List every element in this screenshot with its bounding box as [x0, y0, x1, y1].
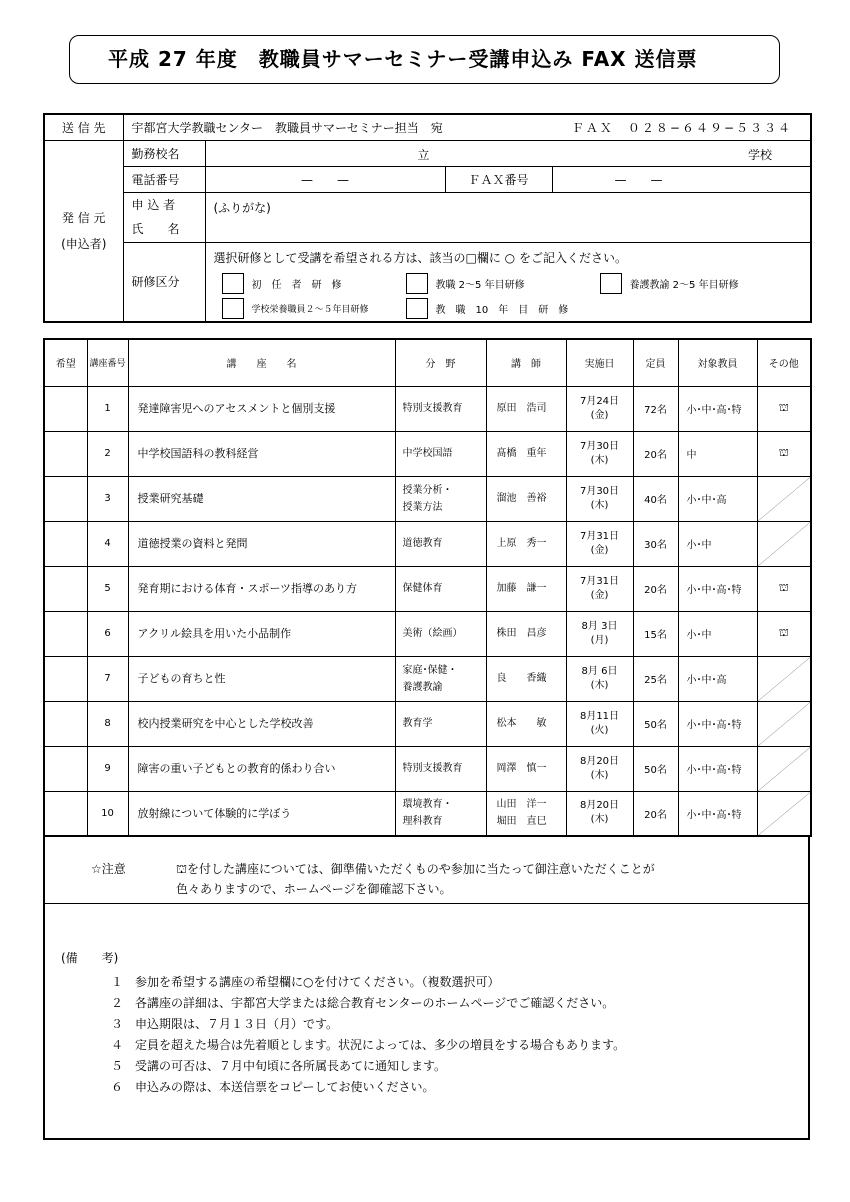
course-name: 道徳授業の資料と発問: [128, 521, 395, 566]
day-text: (火): [590, 724, 609, 736]
option-label: 初 任 者 研 修: [251, 279, 342, 291]
course-date: [566, 431, 633, 476]
day-text: (木): [590, 499, 609, 511]
training-category: [205, 242, 811, 322]
faxno-label: ＦＡＸ番号: [445, 166, 552, 192]
remarks-heading: (備 考): [61, 951, 119, 965]
day-text: (月): [590, 634, 609, 646]
special-mark-icon: ⛫: [757, 431, 811, 476]
field-text: 特別支援教育: [402, 403, 463, 414]
course-row: [44, 611, 811, 656]
course-field: [395, 701, 486, 746]
sender-label: [44, 140, 123, 322]
course-date: [566, 791, 633, 836]
course-name: 授業研究基礎: [128, 476, 395, 521]
applicant-name-field[interactable]: [205, 192, 811, 242]
remark-item: ３ 申込期限は、７月１３日（月）です。: [111, 1017, 339, 1031]
not-applicable-slash: [757, 701, 811, 746]
course-capacity: 20名: [633, 431, 678, 476]
field-line2: 授業方法: [402, 501, 443, 513]
course-field: [395, 611, 486, 656]
checkbox[interactable]: [222, 273, 244, 294]
option-label: 教職 2～5 年目研修: [435, 279, 525, 291]
date-text: 7月24日: [579, 395, 620, 407]
teacher-text: 良 香織: [496, 673, 547, 684]
remark-item: ４ 定員を超えた場合は先着順とします。状況によっては、多少の増員をする場合もあります。: [111, 1038, 626, 1052]
teacher-line: 山田 洋一: [496, 799, 547, 811]
to-value: 宇都宮大学教職センター 教職員サマーセミナー担当 宛: [131, 120, 443, 135]
wish-field[interactable]: [44, 746, 87, 791]
option-eiyo-2-5[interactable]: [222, 298, 369, 319]
course-teacher: [486, 521, 566, 566]
remark-item: ６ 申込みの際は、本送信票をコピーしてお使いください。: [111, 1080, 435, 1094]
field-text: 教育学: [402, 718, 433, 729]
course-teacher: [486, 791, 566, 836]
col-header: 講 師: [486, 339, 566, 386]
phone-field[interactable]: — —: [205, 166, 445, 192]
option-shonin[interactable]: [222, 273, 342, 294]
teacher-text: 松本 敏: [496, 718, 547, 729]
date-text: 7月30日: [579, 440, 620, 452]
course-name: 子どもの育ちと性: [128, 656, 395, 701]
course-capacity: 72名: [633, 386, 678, 431]
sender-table: [43, 113, 812, 323]
date-text: 8月20日: [579, 755, 620, 767]
course-target: 小･中･高: [678, 476, 757, 521]
course-target: 小･中･高･特: [678, 701, 757, 746]
course-target: 中: [678, 431, 757, 476]
wish-field[interactable]: [44, 431, 87, 476]
fax-number: ＦＡＸ ０２８−６４９−５３３４: [571, 120, 793, 135]
course-name: 放射線について体験的に学ぼう: [128, 791, 395, 836]
special-mark-icon: ⛫: [757, 386, 811, 431]
field-text: 中学校国語: [402, 448, 453, 459]
checkbox[interactable]: [222, 298, 244, 319]
special-mark-icon: ⛫: [757, 611, 811, 656]
teacher-text: 岡澤 慎一: [496, 763, 547, 774]
course-field: [395, 791, 486, 836]
school-field[interactable]: [205, 140, 811, 166]
col-header: 希望: [44, 339, 87, 386]
course-name: 校内授業研究を中心とした学校改善: [128, 701, 395, 746]
course-row: [44, 791, 811, 836]
course-teacher: [486, 656, 566, 701]
wish-field[interactable]: [44, 566, 87, 611]
not-applicable-slash: [757, 521, 811, 566]
course-date: [566, 701, 633, 746]
course-date: [566, 566, 633, 611]
course-capacity: 20名: [633, 566, 678, 611]
teacher-text: 原田 浩司: [496, 403, 547, 414]
course-field: [395, 746, 486, 791]
date-text: 7月31日: [579, 530, 620, 542]
applicant-label: [123, 192, 205, 242]
date-text: 8月11日: [579, 710, 620, 722]
course-target: 小･中･高･特: [678, 386, 757, 431]
applicant-label-line1: 申 込 者: [131, 198, 176, 212]
training-instruction: 選択研修として受講を希望される方は、該当の□欄に ○ をご記入ください。: [213, 250, 627, 265]
teacher-text: 溜池 善裕: [496, 493, 547, 504]
field-text: 道徳教育: [402, 538, 443, 549]
wish-field[interactable]: [44, 791, 87, 836]
course-row: [44, 386, 811, 431]
course-capacity: 30名: [633, 521, 678, 566]
sender-label-line2: (申込者): [61, 236, 107, 251]
checkbox[interactable]: [406, 273, 428, 294]
school-ritsu: 立: [417, 147, 430, 162]
option-yogo-2-5[interactable]: [600, 273, 739, 294]
remark-item: ２ 各講座の詳細は、宇都宮大学または総合教育センターのホームページでご確認ください。: [111, 996, 615, 1010]
field-text: 保健体育: [402, 583, 443, 594]
day-text: (木): [590, 769, 609, 781]
checkbox[interactable]: [406, 298, 428, 319]
col-header: 実施日: [566, 339, 633, 386]
teacher-text: 上原 秀一: [496, 538, 547, 549]
course-date: [566, 611, 633, 656]
checkbox[interactable]: [600, 273, 622, 294]
school-suffix: 学校: [748, 147, 773, 162]
course-target: 小･中･高･特: [678, 791, 757, 836]
course-date: [566, 746, 633, 791]
col-header: 対象教員: [678, 339, 757, 386]
not-applicable-slash: [757, 746, 811, 791]
course-field: [395, 521, 486, 566]
course-date: [566, 656, 633, 701]
course-number: 1: [87, 386, 128, 431]
course-teacher: [486, 386, 566, 431]
course-field: [395, 431, 486, 476]
course-field: [395, 566, 486, 611]
course-field: [395, 386, 486, 431]
option-kyoshoku-10[interactable]: [406, 298, 569, 319]
course-capacity: 50名: [633, 701, 678, 746]
day-text: (金): [590, 589, 609, 601]
col-header: 定員: [633, 339, 678, 386]
field-line1: 授業分析・: [402, 484, 453, 496]
not-applicable-slash: [757, 656, 811, 701]
course-row: [44, 701, 811, 746]
course-teacher: [486, 476, 566, 521]
field-line1: 家庭･保健・: [402, 664, 458, 676]
date-text: 7月30日: [579, 485, 620, 497]
option-kyoshoku-2-5[interactable]: [406, 273, 525, 294]
wish-field[interactable]: [44, 656, 87, 701]
remark-item: １ 参加を希望する講座の希望欄に○を付けてください。（複数選択可）: [111, 975, 500, 989]
divider: [45, 903, 808, 904]
not-applicable-slash: [757, 791, 811, 836]
course-number: 9: [87, 746, 128, 791]
course-row: [44, 656, 811, 701]
teacher-line: 堀田 直巳: [496, 816, 547, 828]
course-field: [395, 476, 486, 521]
course-capacity: 15名: [633, 611, 678, 656]
course-number: 7: [87, 656, 128, 701]
course-capacity: 25名: [633, 656, 678, 701]
phone-label: 電話番号: [123, 166, 205, 192]
course-number: 8: [87, 701, 128, 746]
school-label: 勤務校名: [123, 140, 205, 166]
wish-field[interactable]: [44, 611, 87, 656]
course-row: [44, 476, 811, 521]
col-header: その他: [757, 339, 811, 386]
page-title: 平成 27 年度 教職員サマーセミナー受講申込み FAX 送信票: [69, 35, 780, 84]
course-target: 小･中･高･特: [678, 566, 757, 611]
course-table: [43, 338, 812, 837]
training-label: 研修区分: [123, 242, 205, 322]
teacher-text: 髙橋 重年: [496, 448, 547, 459]
day-text: (木): [590, 454, 609, 466]
special-mark-icon: ⛫: [757, 566, 811, 611]
course-row: [44, 746, 811, 791]
course-row: [44, 521, 811, 566]
course-number: 10: [87, 791, 128, 836]
course-name: アクリル絵具を用いた小品制作: [128, 611, 395, 656]
field-text: 特別支援教育: [402, 763, 463, 774]
wish-field[interactable]: [44, 476, 87, 521]
caution-label: ☆注意: [91, 862, 126, 876]
course-target: 小･中: [678, 521, 757, 566]
course-name: 発育期における体育・スポーツ指導のあり方: [128, 566, 395, 611]
day-text: (金): [590, 409, 609, 421]
course-date: [566, 476, 633, 521]
course-name: 中学校国語科の教科経営: [128, 431, 395, 476]
course-number: 2: [87, 431, 128, 476]
course-number: 4: [87, 521, 128, 566]
course-row: [44, 566, 811, 611]
wish-field[interactable]: [44, 521, 87, 566]
course-target: 小･中･高: [678, 656, 757, 701]
col-header: 分 野: [395, 339, 486, 386]
course-capacity: 40名: [633, 476, 678, 521]
course-number: 3: [87, 476, 128, 521]
teacher-text: 株田 昌彦: [496, 628, 547, 639]
course-capacity: 20名: [633, 791, 678, 836]
wish-field[interactable]: [44, 701, 87, 746]
not-applicable-slash: [757, 476, 811, 521]
course-teacher: [486, 566, 566, 611]
caution-line2: 色々ありますので、ホームページを御確認下さい。: [176, 882, 452, 896]
field-text: 美術（絵画）: [402, 628, 463, 639]
sender-label-line1: 発 信 元: [61, 210, 106, 225]
course-name: 障害の重い子どもとの教育的係わり合い: [128, 746, 395, 791]
day-text: (木): [590, 679, 609, 691]
day-text: (木): [590, 814, 609, 826]
course-date: [566, 521, 633, 566]
option-label: 学校栄養職員２～５年目研修: [251, 304, 369, 315]
course-teacher: [486, 701, 566, 746]
furigana-label: (ふりがな): [213, 200, 271, 215]
course-capacity: 50名: [633, 746, 678, 791]
course-teacher: [486, 746, 566, 791]
date-text: 8月20日: [579, 800, 620, 812]
wish-field[interactable]: [44, 386, 87, 431]
faxno-field[interactable]: — —: [552, 166, 811, 192]
day-text: (金): [590, 544, 609, 556]
course-teacher: [486, 611, 566, 656]
date-text: 8月 6日: [581, 665, 618, 677]
remark-item: ５ 受講の可否は、７月中旬頃に各所属長あてに通知します。: [111, 1059, 447, 1073]
course-target: 小･中･高･特: [678, 746, 757, 791]
date-text: 8月 3日: [581, 620, 618, 632]
date-text: 7月31日: [579, 575, 620, 587]
course-header-row: [44, 339, 811, 386]
course-teacher: [486, 431, 566, 476]
field-line1: 環境教育・: [402, 799, 453, 811]
course-number: 5: [87, 566, 128, 611]
notes-section: [43, 836, 810, 1140]
teacher-text: 加藤 謙一: [496, 583, 547, 594]
field-line2: 養護教諭: [402, 681, 443, 693]
course-name: 発達障害児へのアセスメントと個別支援: [128, 386, 395, 431]
option-label: 教 職 10 年 目 研 修: [435, 304, 569, 316]
col-header: 講座番号: [87, 339, 128, 386]
course-field: [395, 656, 486, 701]
field-line2: 理科教育: [402, 816, 443, 828]
col-header: 講 座 名: [128, 339, 395, 386]
option-label: 養護教諭 2～5 年目研修: [629, 279, 739, 291]
course-row: [44, 431, 811, 476]
course-target: 小･中: [678, 611, 757, 656]
course-number: 6: [87, 611, 128, 656]
applicant-label-line2: 氏 名: [131, 222, 180, 236]
course-date: [566, 386, 633, 431]
to-label: 送 信 先: [44, 114, 123, 140]
caution-line1: ⛫を付した講座については、御準備いただくものや参加に当たって御注意いただくことが: [176, 862, 655, 876]
